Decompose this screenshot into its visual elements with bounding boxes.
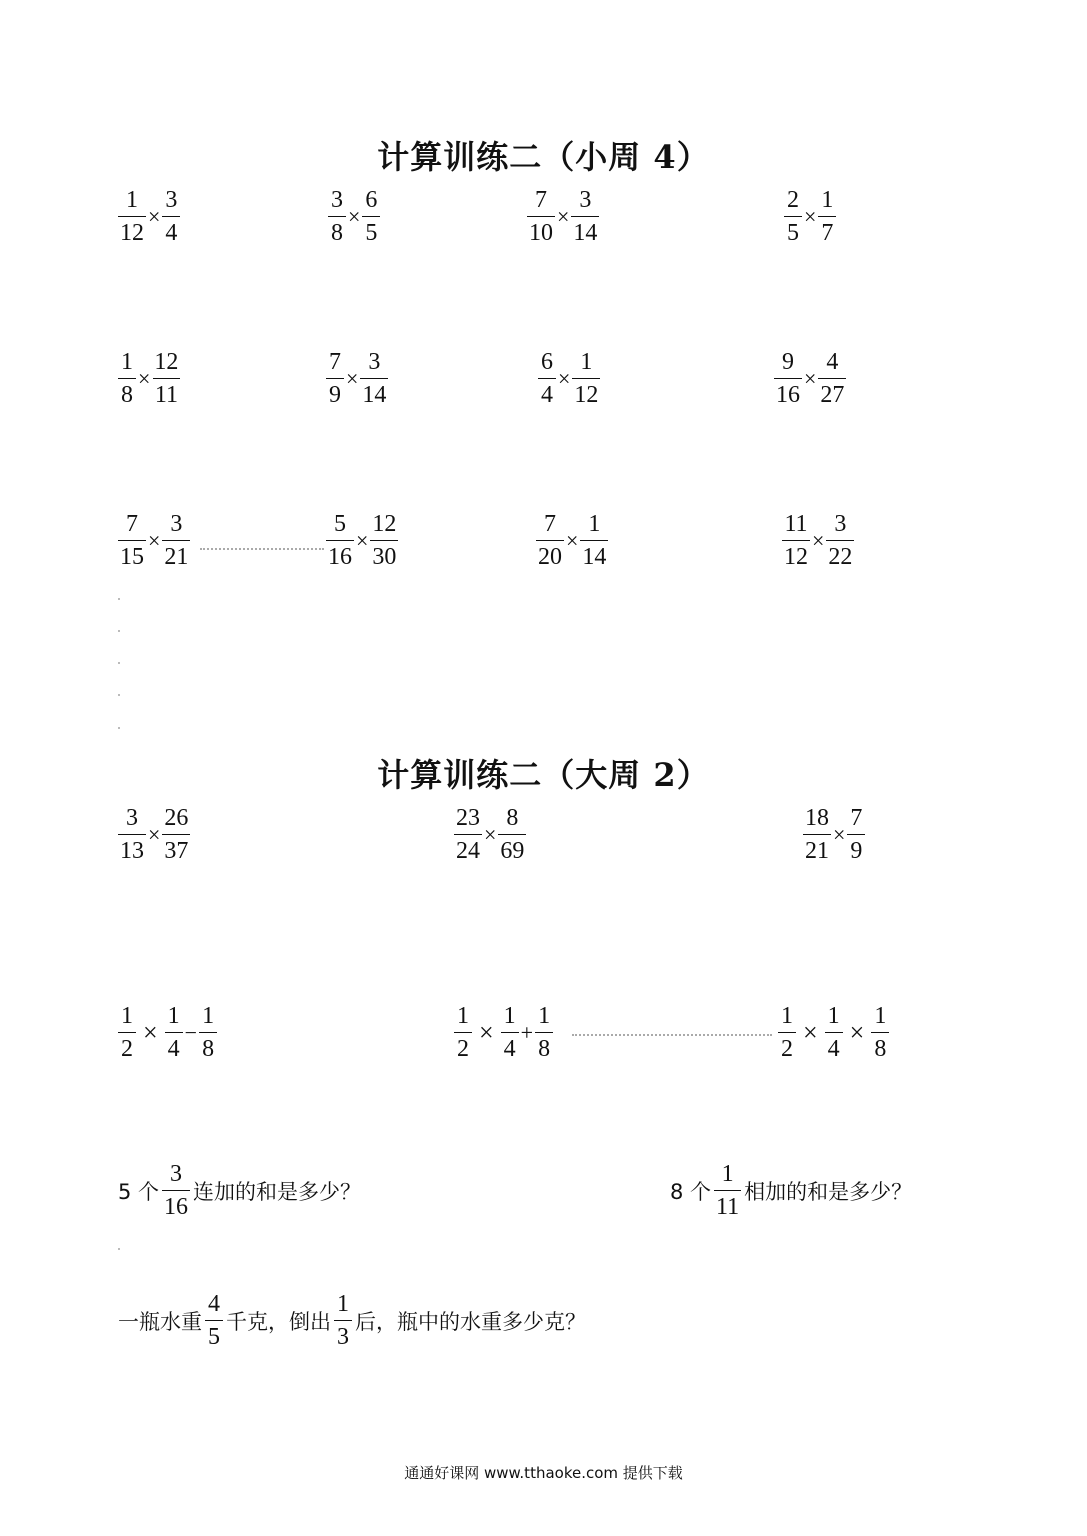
problem-7 (538, 350, 600, 407)
big-problem-2 (454, 806, 526, 863)
fraction: $\frac{7}{20}$ (538, 511, 562, 570)
times-operator: × (148, 203, 161, 229)
times-operator: × (138, 365, 151, 391)
fraction: $\frac{18}{21}$ (805, 805, 829, 864)
fraction: $\frac{1}{3}$ (334, 1292, 352, 1349)
word-problem-3: 一瓶水重 $\frac{4}{5}$ 千克，倒出 $\frac{1}{3}$ 后，瓶中的水重多少克？ (118, 1291, 586, 1350)
fraction: $\frac{3}{16}$ (164, 1161, 189, 1220)
problem-10 (326, 512, 398, 569)
times-operator: × (804, 365, 817, 391)
times-operator: × (566, 527, 579, 553)
fraction: $\frac{7}{15}$ (120, 511, 144, 570)
fraction: $\frac{4}{27}$ (820, 349, 845, 408)
times-operator: × (558, 365, 571, 391)
fraction: $\frac{1}{8}$ (871, 1004, 889, 1061)
fraction: $\frac{1}{2}$ (454, 1004, 472, 1061)
fraction: $\frac{1}{12}$ (120, 187, 144, 246)
times-operator: × (804, 203, 817, 229)
fraction: $\frac{1}{8}$ (535, 1004, 553, 1061)
times-operator: × (479, 1017, 494, 1047)
fraction: $\frac{4}{5}$ (205, 1292, 223, 1349)
fraction: $\frac{3}{14}$ (362, 349, 387, 408)
problem-9 (118, 512, 190, 569)
fraction: $\frac{1}{8}$ (118, 350, 136, 407)
fraction: $\frac{3}{14}$ (573, 187, 598, 246)
plus-operator: + (520, 1019, 534, 1045)
margin-mark (118, 662, 120, 664)
times-operator: × (148, 527, 161, 553)
problem-5 (118, 350, 180, 407)
times-operator: × (143, 1017, 158, 1047)
dotted-leader (200, 548, 324, 550)
fraction: $\frac{6}{5}$ (362, 188, 380, 245)
margin-mark (118, 598, 120, 600)
margin-mark (118, 727, 120, 729)
times-operator: × (557, 203, 570, 229)
word-problem-1: 5 个 $\frac{3}{16}$ 连加的和是多少？ (118, 1161, 362, 1220)
problem-1 (118, 188, 180, 245)
fraction: $\frac{7}{9}$ (847, 806, 865, 863)
problem-8 (774, 350, 846, 407)
fraction: $\frac{7}{9}$ (326, 350, 344, 407)
fraction: $\frac{1}{2}$ (778, 1004, 796, 1061)
problem-11 (536, 512, 608, 569)
times-operator: × (484, 821, 497, 847)
fraction: $\frac{9}{16}$ (776, 349, 800, 408)
fraction: $\frac{5}{16}$ (328, 511, 352, 570)
big-problem-1 (118, 806, 190, 863)
margin-mark (118, 1248, 120, 1250)
times-operator: × (356, 527, 369, 553)
fraction: $\frac{3}{22}$ (828, 511, 853, 570)
minus-operator: − (184, 1019, 198, 1045)
fraction: $\frac{12}{30}$ (372, 511, 397, 570)
triple-problem-3 (778, 1004, 889, 1061)
times-operator: × (812, 527, 825, 553)
times-operator: × (348, 203, 361, 229)
problem-3 (527, 188, 599, 245)
fraction: $\frac{1}{14}$ (582, 511, 607, 570)
times-operator: × (346, 365, 359, 391)
dotted-leader (572, 1034, 772, 1036)
fraction: $\frac{1}{4}$ (165, 1004, 183, 1061)
fraction: $\frac{1}{7}$ (818, 188, 836, 245)
fraction: $\frac{1}{4}$ (825, 1004, 843, 1061)
fraction: $\frac{2}{5}$ (784, 188, 802, 245)
times-operator: × (833, 821, 846, 847)
fraction: $\frac{8}{69}$ (500, 805, 525, 864)
big-problem-3 (803, 806, 865, 863)
problem-6 (326, 350, 388, 407)
fraction: $\frac{3}{13}$ (120, 805, 144, 864)
footer-text: 通通好课网 www.tthaoke.com 提供下载 (404, 1464, 683, 1482)
section2-title: 计算训练二（大周 2） (377, 756, 710, 794)
fraction: $\frac{1}{12}$ (574, 349, 599, 408)
problem-4 (784, 188, 836, 245)
fraction: $\frac{3}{4}$ (162, 188, 180, 245)
margin-mark (118, 630, 120, 632)
fraction: $\frac{11}{12}$ (784, 511, 808, 570)
section1-title: 计算训练二（小周 4） (377, 138, 710, 176)
fraction: $\frac{3}{21}$ (164, 511, 189, 570)
times-operator: × (849, 1017, 865, 1047)
fraction: $\frac{23}{24}$ (456, 805, 480, 864)
fraction: $\frac{7}{10}$ (529, 187, 553, 246)
fraction: $\frac{1}{11}$ (716, 1161, 740, 1220)
fraction: $\frac{12}{11}$ (154, 349, 179, 408)
margin-mark (118, 694, 120, 696)
triple-problem-2 (454, 1004, 553, 1061)
word-problem-2: 8 个 $\frac{1}{11}$ 相加的和是多少？ (670, 1161, 913, 1220)
fraction: $\frac{3}{8}$ (328, 188, 346, 245)
times-operator: × (148, 821, 161, 847)
fraction: $\frac{1}{2}$ (118, 1004, 136, 1061)
fraction: $\frac{6}{4}$ (538, 350, 556, 407)
problem-12 (782, 512, 854, 569)
fraction: $\frac{1}{4}$ (501, 1004, 519, 1061)
triple-problem-1 (118, 1004, 217, 1061)
times-operator: × (803, 1017, 818, 1047)
problem-2 (328, 188, 380, 245)
fraction: $\frac{26}{37}$ (164, 805, 189, 864)
fraction: $\frac{1}{8}$ (199, 1004, 217, 1061)
